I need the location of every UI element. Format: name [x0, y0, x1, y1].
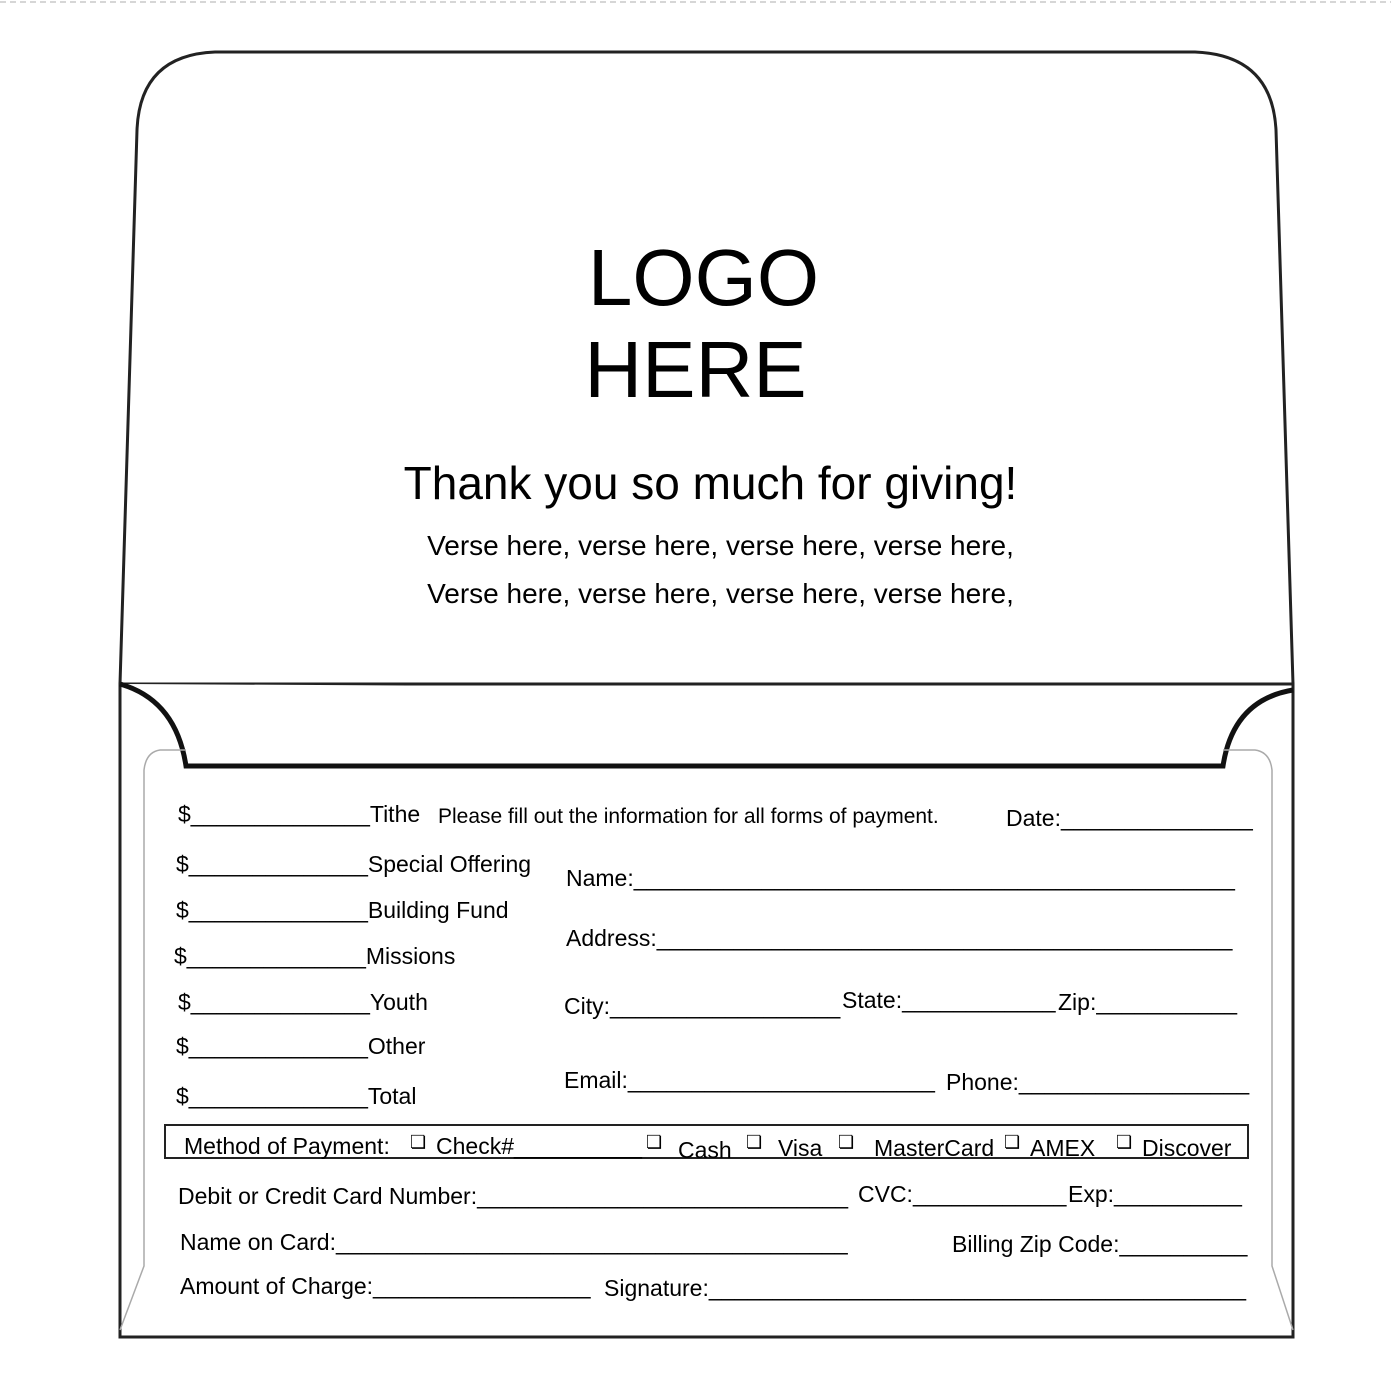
card-number-field[interactable]: Debit or Credit Card Number:_____________________________ [178, 1183, 849, 1209]
discover-checkbox[interactable]: ❏ [1116, 1132, 1133, 1152]
giving-line-tithe[interactable]: $______________Tithe [178, 801, 421, 827]
logo-placeholder-line1: LOGO [587, 233, 820, 322]
email-field[interactable]: Email:________________________ [564, 1067, 935, 1093]
phone-field[interactable]: Phone:__________________ [946, 1069, 1250, 1095]
verse-line-1: Verse here, verse here, verse here, verse here, [427, 530, 1014, 561]
name-on-card-field[interactable]: Name on Card:________________________________________ [180, 1229, 848, 1255]
instructions-text: Please fill out the information for all forms of payment. [438, 805, 939, 828]
giving-line-special-offering[interactable]: $______________Special Offering [176, 851, 532, 877]
giving-line-total[interactable]: $______________Total [176, 1083, 417, 1109]
giving-line-building-fund[interactable]: $______________Building Fund [176, 897, 509, 923]
amex-checkbox[interactable]: ❏ [1004, 1132, 1021, 1152]
signature-field[interactable]: Signature:__________________________________________ [604, 1275, 1247, 1301]
city-field[interactable]: City:__________________ [564, 993, 841, 1019]
zip-field[interactable]: Zip:___________ [1058, 989, 1238, 1015]
giving-line-missions[interactable]: $______________Missions [174, 943, 456, 969]
cvc-field[interactable]: CVC:____________ [858, 1181, 1067, 1207]
check-checkbox[interactable]: ❏ [410, 1132, 427, 1152]
exp-field[interactable]: Exp:__________ [1068, 1181, 1242, 1207]
giving-line-youth[interactable]: $______________Youth [178, 989, 428, 1015]
cash-checkbox[interactable]: ❏ [646, 1132, 663, 1152]
discover-label: Discover [1142, 1135, 1232, 1161]
name-field[interactable]: Name:_______________________________________________ [566, 865, 1235, 891]
amex-label: AMEX [1030, 1135, 1096, 1161]
state-field[interactable]: State:____________ [842, 987, 1056, 1013]
thank-you-heading: Thank you so much for giving! [403, 457, 1018, 509]
visa-label: Visa [778, 1135, 823, 1161]
cash-label: Cash [678, 1137, 732, 1163]
mastercard-checkbox[interactable]: ❏ [838, 1132, 855, 1152]
visa-checkbox[interactable]: ❏ [746, 1132, 763, 1152]
logo-placeholder-line2: HERE [584, 325, 807, 414]
verse-line-2: Verse here, verse here, verse here, verse here, [427, 578, 1014, 609]
date-field[interactable]: Date:_______________ [1006, 805, 1253, 831]
billing-zip-field[interactable]: Billing Zip Code:__________ [952, 1231, 1248, 1257]
mastercard-label: MasterCard [874, 1135, 995, 1161]
giving-line-other[interactable]: $______________Other [176, 1033, 426, 1059]
address-field[interactable]: Address:_____________________________________________ [566, 925, 1233, 951]
pocket-opening [120, 684, 1293, 766]
payment-method-label: Method of Payment: [184, 1133, 390, 1159]
check-number-field[interactable]: Check#__________ [436, 1133, 642, 1159]
amount-of-charge-field[interactable]: Amount of Charge:_________________ [180, 1273, 591, 1299]
